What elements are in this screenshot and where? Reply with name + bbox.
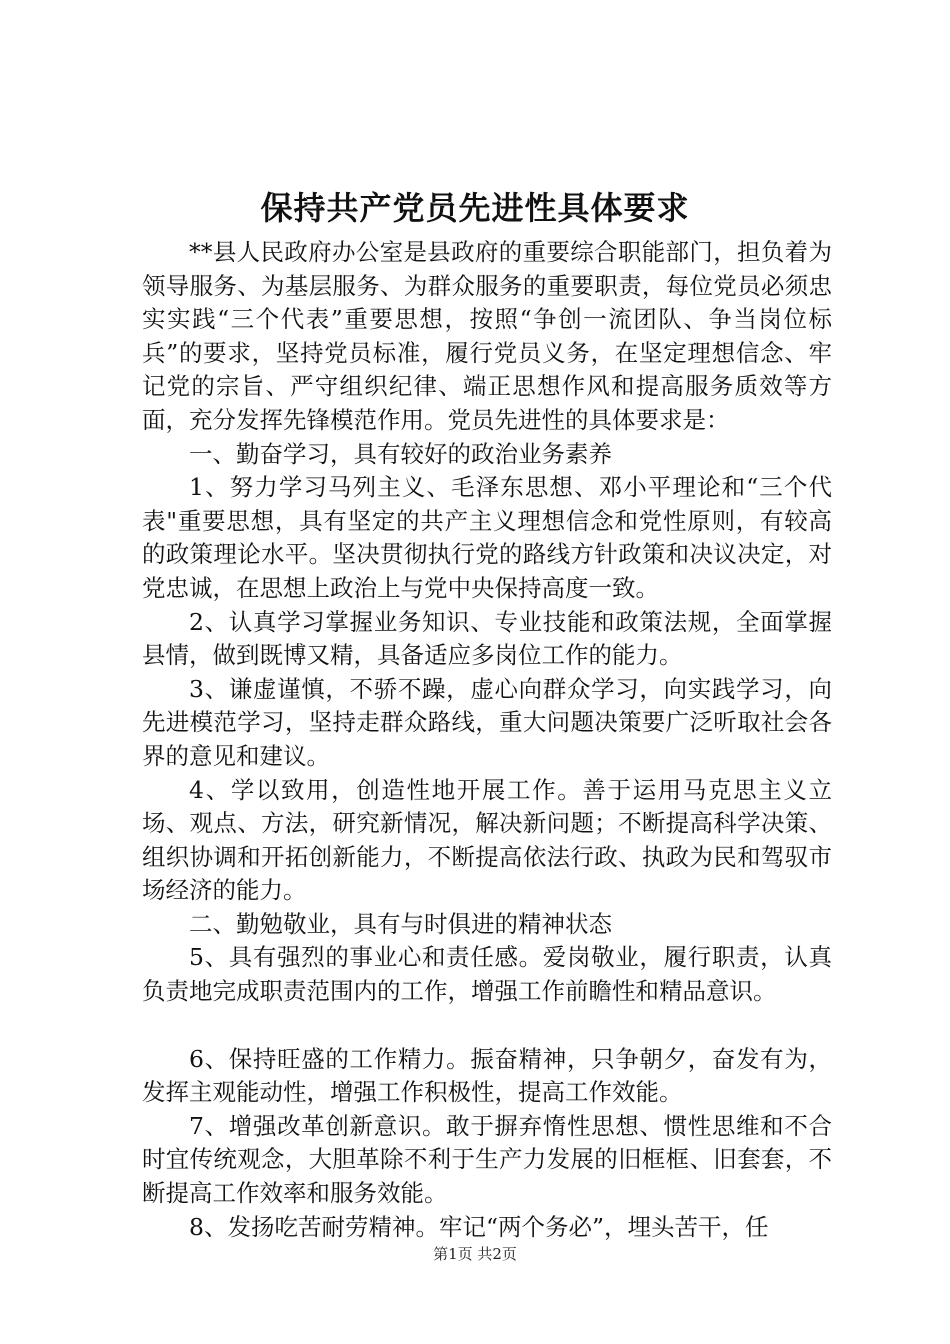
- blank-line: [142, 1009, 832, 1043]
- item-paragraph-1: 1、努力学习马列主义、毛泽东思想、邓小平理论和“三个代表"重要思想，具有坚定的共产主义理想信念和党性原则，有较高的政策理论水平。坚决贯彻执行党的路线方针政策和决议决定，对党忠诚，在思想上政治上与党中央保持高度一致。: [142, 473, 832, 602]
- item-paragraph-6: 6、保持旺盛的工作精力。振奋精神，只争朝夕，奋发有为，发挥主观能动性，增强工作积极性，提高工作效能。: [142, 1044, 832, 1107]
- item-paragraph-5: 5、具有强烈的事业心和责任感。爱岗敬业，履行职责，认真负责地完成职责范围内的工作，增强工作前瞻性和精品意识。: [142, 943, 832, 1006]
- section-heading-1: 一、勤奋学习，具有较好的政治业务素养: [189, 439, 612, 468]
- item-paragraph-2: 2、认真学习掌握业务知识、专业技能和政策法规，全面掌握县情，做到既博又精，具备适应多岗位工作的能力。: [142, 607, 832, 670]
- item-paragraph-7: 7、增强改革创新意识。敢于摒弃惰性思想、惯性思维和不合时宜传统观念，大胆革除不利于生产力发展的旧框框、旧套套，不断提高工作效率和服务效能。: [142, 1111, 832, 1208]
- item-paragraph-8: 8、发扬吃苦耐劳精神。牢记“两个务必”，埋头苦干，任: [189, 1212, 769, 1241]
- document-body: [142, 236, 832, 1244]
- page-footer: 第1页 共2页: [433, 1245, 517, 1263]
- item-paragraph-3: 3、谦虚谨慎，不骄不躁，虚心向群众学习，向实践学习，向先进模范学习，坚持走群众路线，重大问题决策要广泛听取社会各界的意见和建议。: [142, 674, 832, 770]
- document-title: 保持共产党员先进性具体要求: [260, 189, 690, 227]
- intro-paragraph: **县人民政府办公室是县政府的重要综合职能部门，担负着为领导服务、为基层服务、为群众服务的重要职责，每位党员必须忠实实践“三个代表”重要思想，按照“争创一流团队、争当岗位标兵”的要求，坚持党员标准，履行党员义务，在坚定理想信念、牢记党的宗旨、严守组织纪律、端正思想作风和提高服务质效等方面，充分发挥先锋模范作用。党员先进性的具体要求是：: [142, 238, 832, 434]
- section-heading-2: 二、勤勉敬业，具有与时俱进的精神状态: [189, 909, 612, 938]
- item-paragraph-4: 4、学以致用，创造性地开展工作。善于运用马克思主义立场、观点、方法，研究新情况，解决新问题；不断提高科学决策、组织协调和开拓创新能力，不断提高依法行政、执政为民和驾驭市场经济的能力。: [142, 775, 832, 905]
